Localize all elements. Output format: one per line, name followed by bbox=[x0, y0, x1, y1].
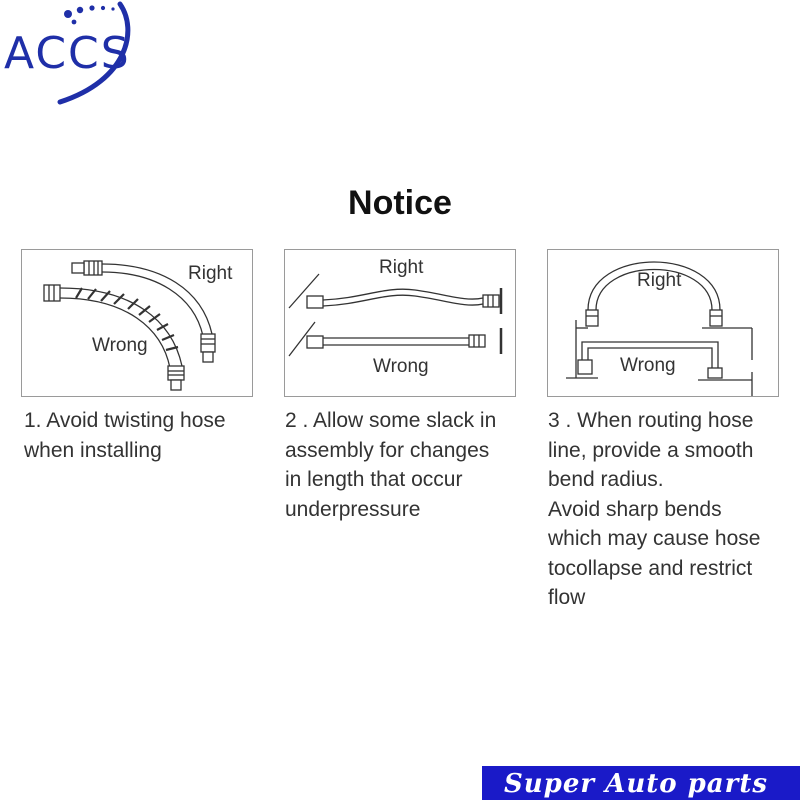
accs-logo bbox=[0, 0, 160, 110]
right-label: Right bbox=[379, 257, 424, 278]
caption-twisting: 1. Avoid twisting hose when installing bbox=[24, 409, 226, 462]
slack-hose-diagram bbox=[285, 250, 515, 396]
wrong-label: Wrong bbox=[373, 356, 429, 377]
wrong-label: Wrong bbox=[92, 335, 148, 356]
twisting-hose-diagram bbox=[22, 250, 252, 396]
right-label: Right bbox=[637, 270, 682, 291]
page-title: Notice bbox=[348, 184, 452, 222]
logo-dots-icon bbox=[64, 5, 115, 24]
caption-slack: 2 . Allow some slack in assembly for changes in length that occur underpressure bbox=[285, 409, 497, 521]
wrong-label: Wrong bbox=[620, 355, 676, 376]
caption-bend-radius: 3 . When routing hose line, provide a smooth bend radius. Avoid sharp bends which may cause hose tocollapse and restrict flow bbox=[548, 409, 761, 609]
brand-banner bbox=[482, 766, 800, 800]
bend-radius-diagram bbox=[548, 250, 778, 396]
right-label: Right bbox=[188, 263, 233, 284]
banner-text: Super Auto parts bbox=[504, 769, 769, 799]
diagram-panel-twisting bbox=[21, 249, 253, 397]
logo-text: ACCS bbox=[4, 28, 131, 79]
diagram-panel-bend-radius bbox=[547, 249, 779, 397]
diagram-panel-slack bbox=[284, 249, 516, 397]
